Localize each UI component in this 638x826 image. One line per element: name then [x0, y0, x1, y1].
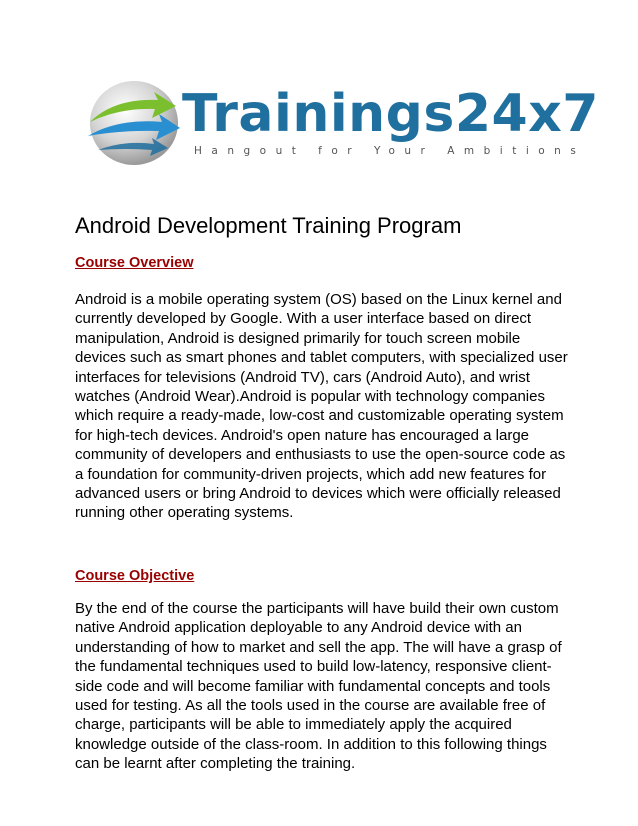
document-title: Android Development Training Program: [75, 213, 462, 238]
course-objective-heading: Course Objective: [75, 568, 195, 584]
logo-name: Trainings24x7: [182, 84, 599, 144]
course-objective-text: By the end of the course the participants will have build their own custom native Android application deployable to any Android device with an understanding of how to market and sell the app. The will have a grasp of the fundamental techniques used to build low-latency, responsive client-side code and will become familiar with fundamental concepts and tools used for testing. As all the tools used in the course are available free of charge, participants will be able to immediately apply the acquired knowledge outside of the class-room. In addition to this following things can be learnt after completing the training.: [75, 600, 562, 773]
logo-tagline: Hangout for Your Ambitions: [194, 145, 586, 157]
globe-arrow-icon: [84, 78, 184, 168]
course-overview-text: Android is a mobile operating system (OS) based on the Linux kernel and currently developed by Google. With a user interface based on direct manipulation, Android is designed primarily for touch screen mobile devices such as smart phones and tablet computers, with specialized user interfaces for televisions (Android TV), cars (Android Auto), and wrist watches (Android Wear).Android is popular with technology companies which require a ready-made, low-cost and customizable operating system for high-tech devices. Android's open nature has encouraged a large community of developers and enthusiasts to use the open-source code as a foundation for community-driven projects, which add new features for advanced users or bring Android to devices which were officially released running other operating systems.: [75, 291, 568, 522]
company-logo: [84, 78, 599, 168]
course-overview-heading: Course Overview: [75, 255, 194, 271]
